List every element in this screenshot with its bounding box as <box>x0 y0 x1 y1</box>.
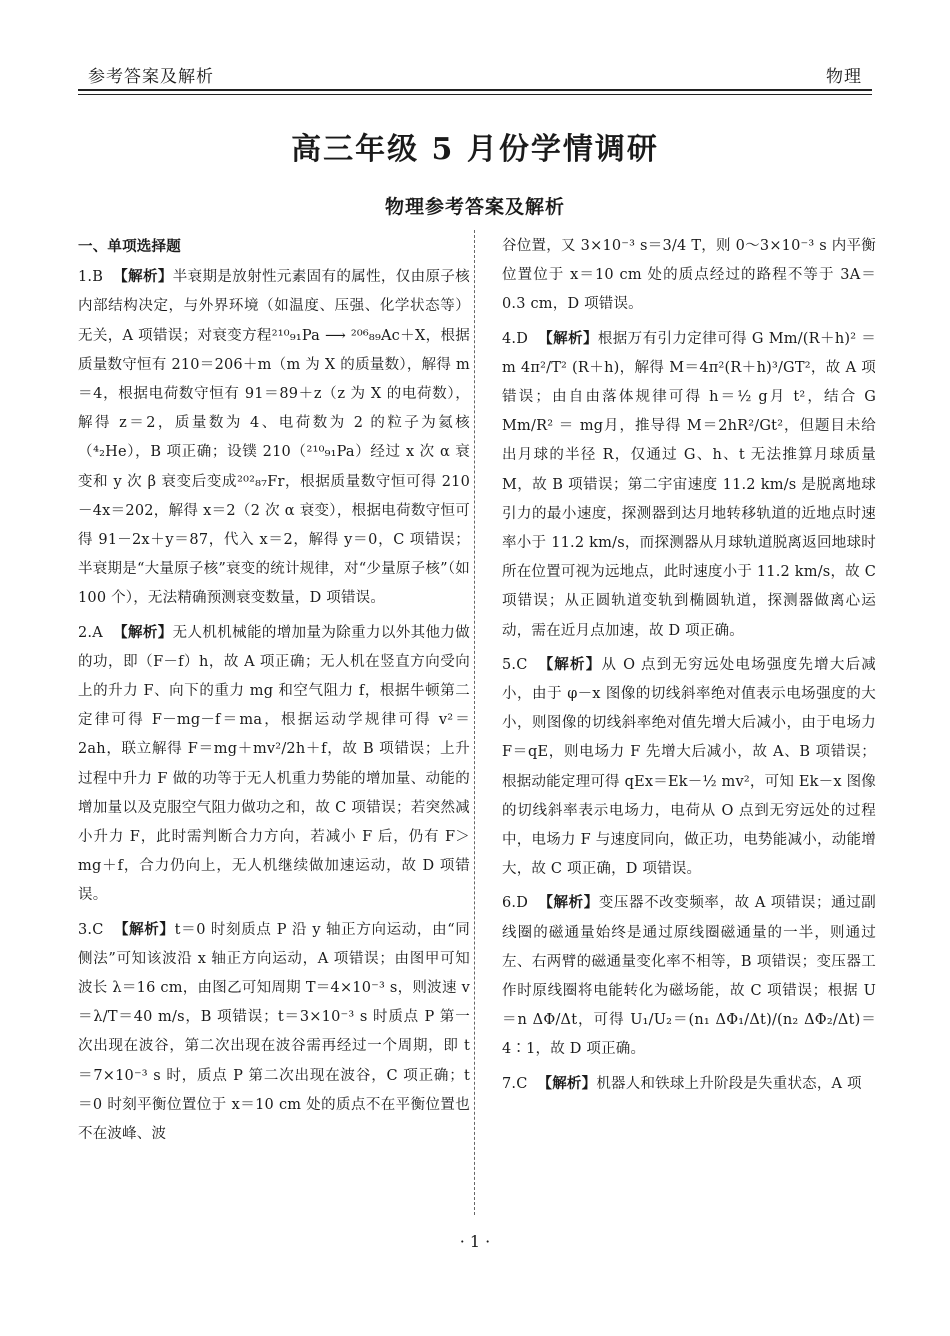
question-5 <box>502 650 876 885</box>
left-column <box>78 232 470 1153</box>
header-left-label: 参考答案及解析 <box>88 67 214 87</box>
column-divider <box>474 230 475 1215</box>
analysis-tag: 【解析】 <box>537 655 602 673</box>
question-6 <box>502 888 876 1064</box>
page-title: 高三年级 5 月份学情调研 <box>291 132 659 167</box>
question-3 <box>78 915 470 1150</box>
page-subtitle: 物理参考答案及解析 <box>384 196 565 218</box>
question-number: 3.C <box>78 921 104 938</box>
question-analysis: 从 O 点到无穷远处电场强度先增大后减小，由于 φ－x 图像的切线斜率绝对值表示电场强度的大小，则图像的切线斜率绝对值先增大后减小，由于电场力 F＝qE，则电场力 F 先增大后减小，故 A、B 项错误；根据动能定理可得 qEx＝Ek－½ mv²，可知 Ek－x 图像的切线斜率表示电场力，电荷从 O 点到无穷远处的过程中，电场力 F 与速度同向，做正功，电势能减小，动能增大，故 C 项正确，D 项错误。 <box>502 656 876 878</box>
analysis-tag: 【解析】 <box>113 268 173 286</box>
analysis-tag: 【解析】 <box>538 894 599 912</box>
question-analysis: 无人机机械能的增加量为除重力以外其他力做的功，即（F－f）h，故 A 项正确；无人机在竖直方向受向上的升力 F、向下的重力 mg 和空气阻力 f，根据牛顿第二定律可得 F－mg－f＝ma，根据运动学规律可得 v²＝2ah，联立解得 F＝mg＋mv²/2h＋f，故 B 项错误；上升过程中升力 F 做的功等于无人机重力势能的增加量、动能的增加量以及克服空气阻力做功之和，故 C 项错误；若突然减小升力 F，此时需判断合力方向，若减小 F 后，仍有 F＞mg＋f，合力仍向上，无人机继续做加速运动，故 D 项错误。 <box>78 624 470 904</box>
question-analysis: 机器人和铁球上升阶段是失重状态，A 项 <box>596 1075 862 1092</box>
page-number: · 1 · <box>459 1232 491 1251</box>
question-analysis: 根据万有引力定律可得 G Mm/(R＋h)² ＝ m 4π²/T² (R＋h)，解得 M＝4π²(R＋h)³/GT²，故 A 项错误；由自由落体规律可得 h＝½ g月 t²，结合 G Mm/R² ＝ mg月，推导得 M＝2hR²/Gt²，但题目未给出月球的半径 R，仅通过 G、h、t 无法推算月球质量 M，故 B 项错误；第二宇宙速度 11.2 km/s 是脱离地球引力的最小速度，探测器到达月地转移轨道的近地点时速率小于 11.2 km/s，而探测器从月球轨道脱离返回地球时所在位置可视为远地点，此时速度小于 11.2 km/s，故 C 项错误；从正圆轨道变轨到椭圆轨道，探测器做离心运动，需在近月点加速，故 D 项正确。 <box>502 330 876 639</box>
question-number: 1.B <box>78 269 104 286</box>
question-number: 5.C <box>502 656 528 673</box>
question-4 <box>502 324 876 646</box>
question-7 <box>502 1069 876 1099</box>
question-2 <box>78 618 470 911</box>
question-number: 7.C <box>502 1075 528 1092</box>
analysis-tag: 【解析】 <box>537 1074 597 1092</box>
question-number: 4.D <box>502 330 529 347</box>
header-rule-thick <box>78 89 872 91</box>
question-analysis: 变压器不改变频率，故 A 项错误；通过副线圈的磁通量始终是通过原线圈磁通量的一半，则通过左、右两臂的磁通量变化率不相等，B 项错误；变压器工作时原线圈将电能转化为磁场能，故 C 项错误；根据 U＝n ΔΦ/Δt，可得 U₁/U₂＝(n₁ ΔΦ₁/Δt)/(n₂ ΔΦ₂/Δt)＝4∶1，故 D 项正确。 <box>502 895 876 1058</box>
analysis-tag: 【解析】 <box>538 329 598 347</box>
question-number: 6.D <box>502 895 529 912</box>
question-1 <box>78 262 470 613</box>
header-rule-thin <box>78 94 872 95</box>
question-3-continuation: 谷位置，又 3×10⁻³ s＝3/4 T，则 0～3×10⁻³ s 内平衡位置位于 x＝10 cm 处的质点经过的路程不等于 3A＝0.3 cm，D 项错误。 <box>502 238 876 313</box>
right-column <box>502 232 876 1103</box>
analysis-tag: 【解析】 <box>113 920 175 938</box>
analysis-tag: 【解析】 <box>112 623 173 641</box>
question-analysis: 半衰期是放射性元素固有的属性，仅由原子核内部结构决定，与外界环境（如温度、压强、化学状态等）无关，A 项错误；对衰变方程²¹⁰₉₁Pa ⟶ ²⁰⁶₈₉Ac＋X，根据质量数守恒有 210＝206＋m（m 为 X 的质量数），解得 m＝4，根据电荷数守恒有 91＝89＋z（z 为 X 的电荷数），解得 z＝2，质量数为 4、电荷数为 2 的粒子为氦核（⁴₂He），B 项正确；设镤 210（²¹⁰₉₁Pa）经过 x 次 α 衰变和 y 次 β 衰变后变成²⁰²₈₇Fr，根据质量数守恒可得 210－4x＝202，解得 x＝2（2 次 α 衰变），根据电荷数守恒可得 91－2x＋y＝87，代入 x＝2，解得 y＝0，C 项错误；半衰期是“大量原子核”衰变的统计规律，对“少量原子核”（如 100 个），无法精确预测衰变数量，D 项错误。 <box>78 269 470 607</box>
question-number: 2.A <box>78 624 103 641</box>
header-subject-label: 物理 <box>826 67 862 87</box>
question-analysis: t＝0 时刻质点 P 沿 y 轴正方向运动，由“同侧法”可知该波沿 x 轴正方向运动，A 项错误；由图甲可知波长 λ＝16 cm，由图乙可知周期 T＝4×10⁻³ s，则波速 v＝λ/T＝40 m/s，B 项错误；t＝3×10⁻³ s 时质点 P 第一次出现在波谷，第二次出现在波谷需再经过一个周期，即 t＝7×10⁻³ s 时，质点 P 第二次出现在波谷，C 项正确；t＝0 时刻平衡位置位于 x＝10 cm 处的质点不在平衡位置也不在波峰、波 <box>78 921 470 1143</box>
section-heading: 一、单项选择题 <box>78 238 181 255</box>
